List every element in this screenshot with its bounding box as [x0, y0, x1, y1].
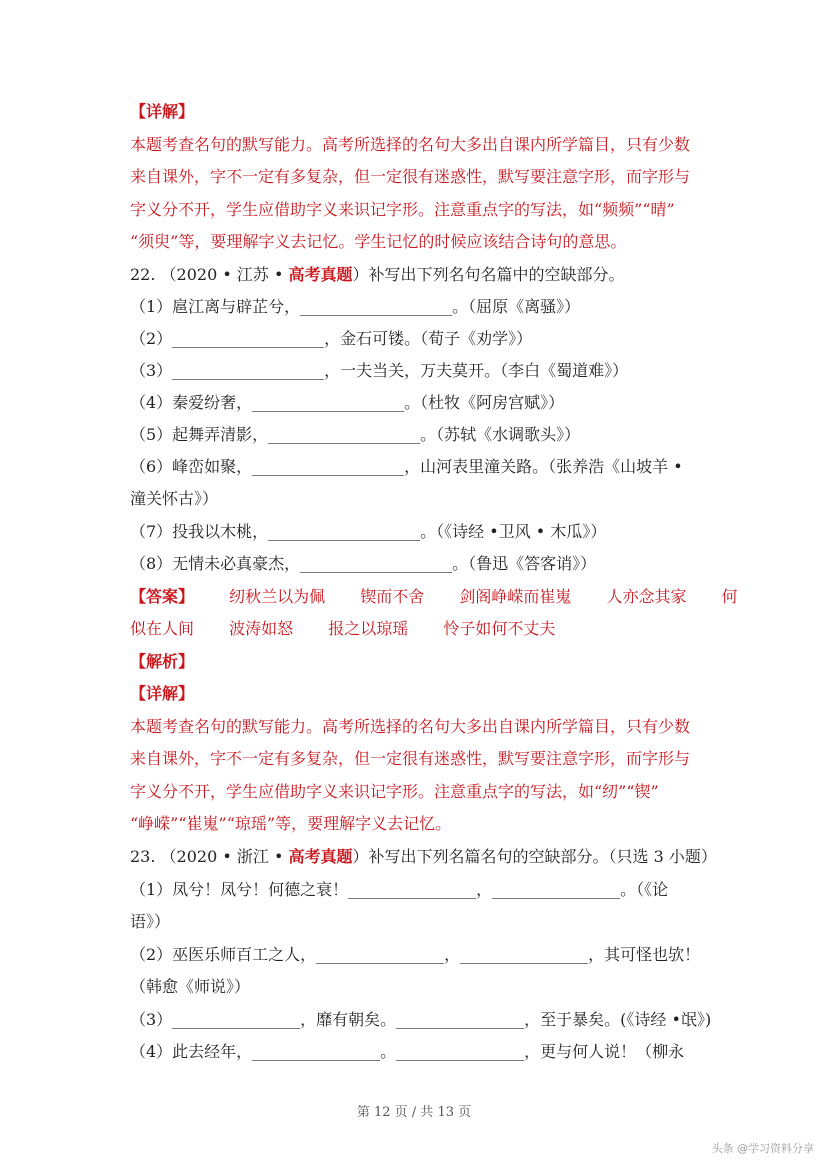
question-source: （2020 • 江苏 •	[160, 265, 289, 284]
exam-tag: 高考真题	[288, 265, 353, 284]
question-item: 潼关怀古》）	[130, 489, 219, 508]
question-source: （2020 • 浙江 •	[160, 847, 289, 866]
exam-tag: 高考真题	[288, 847, 353, 866]
question-number: 23.	[130, 847, 156, 866]
question-item: 语》）	[130, 912, 171, 931]
detail-line: “峥嵘”“崔嵬”“琼瑶”等，要理解字义去记忆。	[130, 814, 452, 833]
detail-heading: 【详解】	[130, 684, 195, 703]
answer-item: 波涛如怒	[229, 619, 294, 638]
question-instruction: ）补写出下列名篇名句的空缺部分。（只选 3 小题）	[352, 847, 717, 866]
question-item: （7）投我以木桃，___________________。（《诗经 •卫风 • 木瓜》）	[130, 522, 607, 541]
answer-item: 似在人间	[130, 619, 195, 638]
question-item: （2）___________________，金石可镂。（荀子《劝学》）	[130, 329, 533, 348]
watermark: 头条 @学习资料分享	[711, 1142, 814, 1155]
question-item: （4）此去经年，________________。________________，更与何人说！（柳永	[130, 1042, 685, 1061]
detail-line: 来自课外，字不一定有多复杂，但一定很有迷惑性，默写要注意字形，而字形与	[130, 167, 691, 186]
question-22-title	[130, 262, 718, 288]
answer-item: 纫秋兰以为佩	[229, 587, 326, 606]
answer-line	[130, 584, 738, 610]
answer-item: 怜子如何不丈夫	[443, 619, 556, 638]
question-item: （4）秦爱纷奢，___________________。（杜牧《阿房宫赋》）	[130, 393, 565, 412]
question-item: （1）凤兮！凤兮！何德之衰！________________，________________。（《论	[130, 880, 669, 899]
detail-heading: 【详解】	[130, 102, 195, 121]
question-item: （韩愈《师说》）	[130, 977, 251, 996]
detail-line: 字义分不开，学生应借助字义来识记字形。注意重点字的写法，如“纫”“锲”	[130, 782, 659, 801]
question-item: （3）___________________，一夫当关，万夫莫开。（李白《蜀道难》）	[130, 361, 629, 380]
question-item: （3）________________，靡有朝矣。________________，至于暴矣。(《诗经 •氓》)	[130, 1010, 712, 1029]
detail-line: 本题考查名句的默写能力。高考所选择的名句大多出自课内所学篇目，只有少数	[130, 717, 691, 736]
question-23-title	[130, 844, 718, 870]
detail-line: “须臾”等，要理解字义去记忆。学生记忆的时候应该结合诗句的意思。	[130, 232, 627, 251]
analysis-heading: 【解析】	[130, 652, 195, 671]
question-instruction: ）补写出下列名句名篇中的空缺部分。	[352, 265, 625, 284]
detail-line: 本题考查名句的默写能力。高考所选择的名句大多出自课内所学篇目，只有少数	[130, 135, 691, 154]
question-number: 22.	[130, 265, 156, 284]
question-item: （1）扈江离与辟芷兮，___________________。（屈原《离骚》）	[130, 297, 581, 316]
question-item: （2）巫医乐师百工之人，________________，________________，其可怪也欤！	[130, 945, 701, 964]
answer-item: 何	[721, 587, 738, 606]
answer-item: 锲而不舍	[360, 587, 425, 606]
detail-line: 来自课外，字不一定有多复杂，但一定很有迷惑性，默写要注意字形，而字形与	[130, 749, 691, 768]
question-item: （8）无情未必真豪杰，___________________。（鲁迅《答客诮》）	[130, 554, 597, 573]
answer-item: 人亦念其家	[606, 587, 687, 606]
answer-item: 剑阁峥嵘而崔嵬	[459, 587, 572, 606]
page-footer: 第 12 页 / 共 13 页	[356, 1105, 472, 1120]
question-item: （5）起舞弄清影，___________________。（苏轼《水调歌头》）	[130, 425, 581, 444]
detail-line: 字义分不开，学生应借助字义来识记字形。注意重点字的写法，如“频频”“晴”	[130, 200, 675, 219]
question-item: （6）峰峦如聚，___________________，山河表里潼关路。（张养浩《山坡羊 •	[130, 457, 683, 476]
answer-label: 【答案】	[130, 587, 195, 606]
answer-item: 报之以琼瑶	[328, 619, 409, 638]
answer-line	[130, 616, 718, 642]
